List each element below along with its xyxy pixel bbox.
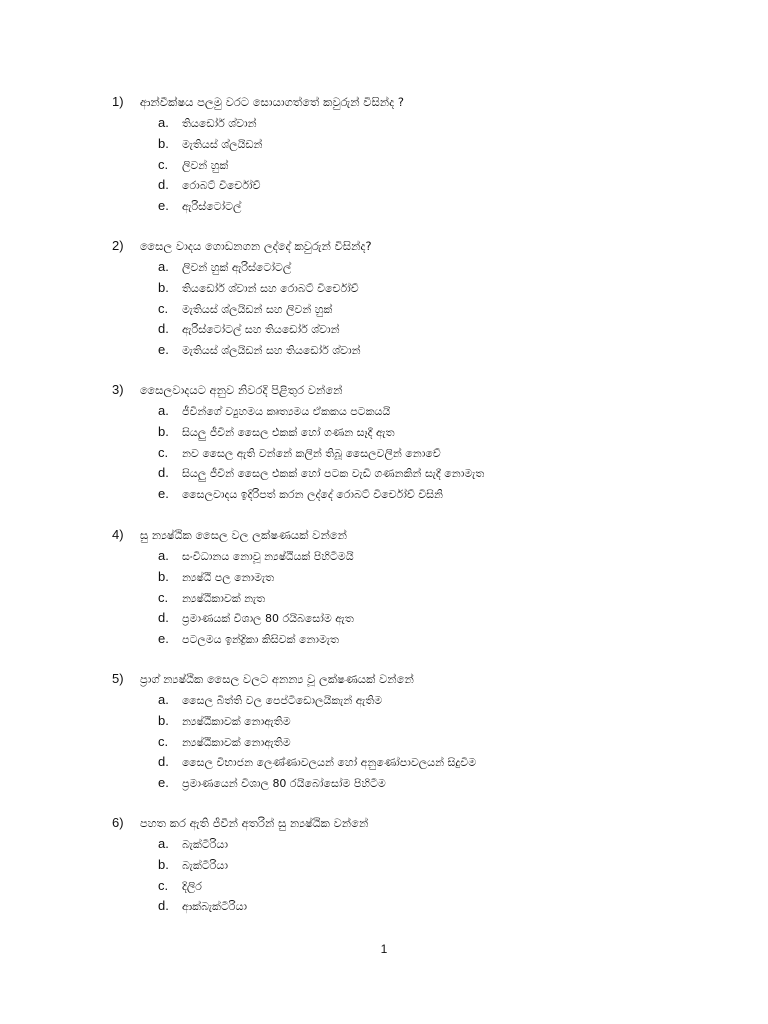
answer-option xyxy=(158,154,752,175)
answer-option xyxy=(158,339,752,360)
question-text: පහත කර ඇති ජීවීන් අතරින් සු න්‍යෂ්ඨික වන්නේ xyxy=(139,816,369,830)
answer-option xyxy=(158,442,752,463)
option-letter: e. xyxy=(158,342,169,358)
page-number: 1 xyxy=(380,942,388,956)
option-text: රොබට් විර්චෝව් xyxy=(182,179,261,193)
option-text: ලිවන් හුක් ඇරිස්ටෝටල් xyxy=(182,261,292,274)
option-text: ආක්බැක්ටීරියා xyxy=(182,900,248,914)
answer-option xyxy=(158,875,752,896)
option-text: මැතියස් ශ්ලයිඩන් xyxy=(182,137,263,151)
option-letter: c. xyxy=(158,589,169,605)
answer-option xyxy=(158,607,752,628)
answer-option xyxy=(158,772,752,793)
question-text: සෛල වාදය ගොඩනගන ලද්දේ කවුරුන් විසින්ද? xyxy=(139,239,372,253)
option-letter: d. xyxy=(158,610,169,626)
answer-option xyxy=(158,731,752,752)
answer-option xyxy=(158,421,752,442)
option-text: දිලිර xyxy=(182,879,202,893)
answer-option xyxy=(158,256,752,277)
option-text: ලිවන් හුක් xyxy=(182,158,229,172)
option-letter: d. xyxy=(158,898,169,914)
option-letter: c. xyxy=(158,444,169,460)
question-3 xyxy=(112,380,752,504)
option-text: න්‍යෂ්ඨිකාවක් නොඇතිම xyxy=(182,714,291,728)
option-letter: d. xyxy=(158,321,169,337)
option-letter: b. xyxy=(158,856,169,872)
option-text: සෛලවාදය ඉදිරිපත් කරන ලද්දේ රොබට් විර්චෝව් විසිනි xyxy=(182,488,443,502)
answer-option xyxy=(158,462,752,483)
option-letter: c. xyxy=(158,300,169,316)
answer-option xyxy=(158,751,752,772)
option-text: තියඩෝර් ශ්වාන් xyxy=(182,117,257,130)
question-6 xyxy=(112,813,752,916)
option-text: ජීවීන්ගේ ව්‍යුහමය කෘත්‍යමය ඒකකය පටකයයි xyxy=(182,405,391,418)
question-text: ප්‍රාග් න්‍යෂ්ඨික සෛල වලට අනන්‍ය වූ ලක්ෂණයක් වන්නේ xyxy=(139,672,414,686)
answer-option xyxy=(158,277,752,298)
question-text: සු න්‍යෂ්ඨික සෛල වල ලක්ෂණයක් වන්නේ xyxy=(139,528,347,542)
question-1 xyxy=(112,92,752,216)
option-text: සෛල බිත්ති වල පෙප්ටිඩොලයිකැන් ඇතිම xyxy=(182,694,383,707)
option-text: ඇරිස්ටෝටල් xyxy=(182,200,242,214)
option-text: ප්‍රමාණයෙන් විශාල 80 රයිබෝසෝම පිහිටීම xyxy=(182,777,386,791)
option-letter: a. xyxy=(158,836,169,851)
option-text: න්‍යෂ්ඨිකාවක් නැත xyxy=(182,591,266,605)
option-text: මැතියස් ශ්ලයිඩන් සහ තියඩෝර් ශ්වාන් xyxy=(182,344,361,358)
option-letter: b. xyxy=(158,135,169,151)
option-letter: b. xyxy=(158,568,169,584)
answer-option xyxy=(158,133,752,154)
option-letter: e. xyxy=(158,775,169,791)
option-letter: a. xyxy=(158,259,169,274)
option-text: ප්‍රමාණයක් විශාල 80 රයිබසෝම ඇත xyxy=(182,612,354,626)
question-2 xyxy=(112,236,752,360)
option-text: සියලු ජීවීන් සෛල එකක් හෝ ගණන සෑදී ඇත xyxy=(182,425,395,439)
option-letter: e. xyxy=(158,486,169,502)
option-text: ඇරිස්ටෝටල් සහ තියඩෝර් ශ්වාන් xyxy=(182,323,340,337)
answer-option xyxy=(158,483,752,504)
answer-option xyxy=(158,112,752,133)
option-letter: e. xyxy=(158,198,169,214)
answer-option xyxy=(158,895,752,916)
option-letter: b. xyxy=(158,423,169,439)
answer-option xyxy=(158,587,752,608)
answer-option xyxy=(158,689,752,710)
option-text: බැක්ටීරියා xyxy=(182,858,228,872)
question-4 xyxy=(112,525,752,649)
option-letter: d. xyxy=(158,465,169,481)
answer-option xyxy=(158,854,752,875)
answer-option xyxy=(158,400,752,421)
option-text: තියඩෝර් ශ්වාන් සහ රොබට් විර්චෝව් xyxy=(182,281,359,295)
answer-option xyxy=(158,545,752,566)
answer-option xyxy=(158,628,752,649)
answer-option xyxy=(158,195,752,216)
question-number: 6) xyxy=(112,815,124,830)
answer-option xyxy=(158,174,752,195)
answer-option xyxy=(158,566,752,587)
option-letter: d. xyxy=(158,754,169,770)
option-letter: a. xyxy=(158,548,169,563)
option-letter: c. xyxy=(158,156,169,172)
answer-option xyxy=(158,833,752,854)
answer-option xyxy=(158,318,752,339)
question-number: 1) xyxy=(112,94,124,109)
option-letter: a. xyxy=(158,692,169,707)
option-text: න්‍යෂ්ඨිකාවක් නොඇතිම xyxy=(182,735,291,749)
option-text: බැක්ටීරියා xyxy=(182,838,228,851)
question-number: 4) xyxy=(112,527,124,542)
option-text: සෛල විභාජන ලෙණ්ණාවලයන් හෝ අනුණෝපාවලයන් සිදුවීම xyxy=(182,756,477,770)
option-letter: e. xyxy=(158,631,169,647)
question-number: 3) xyxy=(112,382,124,397)
option-letter: b. xyxy=(158,712,169,728)
option-letter: d. xyxy=(158,177,169,193)
answer-option xyxy=(158,710,752,731)
option-text: මැතියස් ශ්ලයිඩන් සහ ලිවන් හුක් xyxy=(182,302,333,316)
option-letter: a. xyxy=(158,115,169,130)
option-letter: c. xyxy=(158,733,169,749)
option-letter: c. xyxy=(158,877,169,893)
question-number: 5) xyxy=(112,671,124,686)
option-text: පටලමය ඉන්ද්‍රිකා කිසිවක් නොමැත xyxy=(182,633,339,647)
question-text: ආන්වීක්ෂය පලමු වරට සොයාගත්තේ කවුරුන් විසින්ද ? xyxy=(139,95,404,109)
option-text: නව සෛල ඇති වන්නේ කලින් තිබූ සෛලවලින් නොවේ xyxy=(182,446,441,460)
option-letter: b. xyxy=(158,279,169,295)
option-letter: a. xyxy=(158,403,169,418)
answer-option xyxy=(158,298,752,319)
question-text: සෛලවාදයට අනුව නිවරදි පිළිතුර වන්නේ xyxy=(139,383,343,397)
question-number: 2) xyxy=(112,238,124,253)
option-text: සියලු ජීවීන් සෛල එකක් හෝ පටක වැඩි ගණනකින් සැදී නොමැත xyxy=(182,467,485,481)
option-text: න්‍යෂ්ඨි පල නොමැත xyxy=(182,570,275,584)
question-5 xyxy=(112,669,752,793)
option-text: සංවිධානය නොවූ න්‍යෂ්ඨියක් පිහිටීමයි xyxy=(182,550,354,563)
